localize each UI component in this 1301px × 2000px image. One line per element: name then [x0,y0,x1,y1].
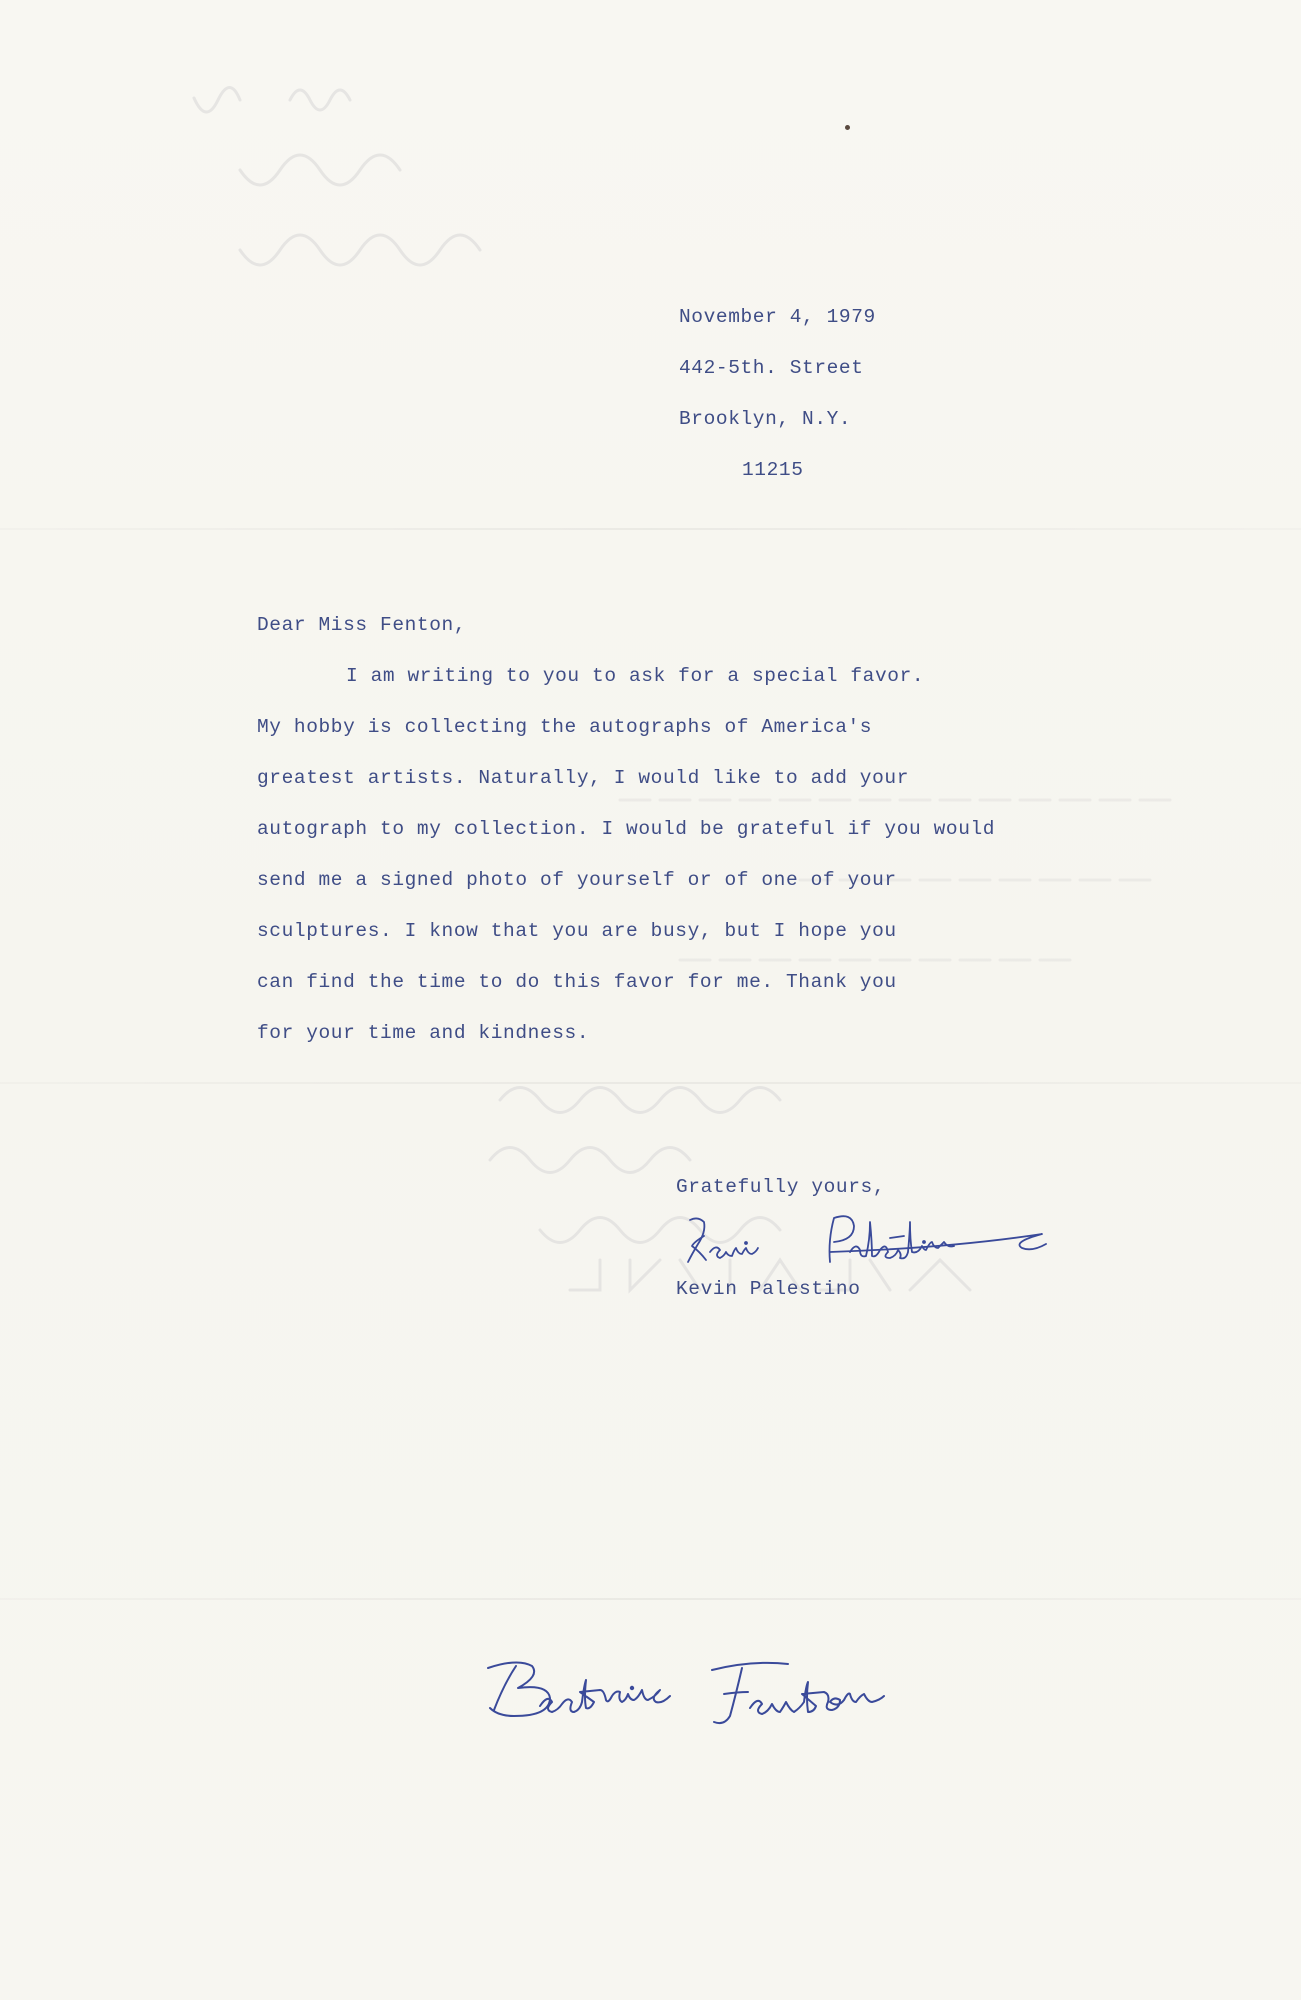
body-line: My hobby is collecting the autographs of America's [257,716,873,738]
address-city: Brooklyn, N.Y. [679,408,852,430]
sender-signature [680,1212,1060,1272]
paper-speck [845,125,850,130]
body-line: I am writing to you to ask for a special favor. [346,665,925,687]
recipient-signature [480,1650,1000,1760]
closing: Gratefully yours, [676,1176,886,1198]
fold-line-bottom [0,1598,1301,1600]
body-line: greatest artists. Naturally, I would like to add your [257,767,910,789]
sender-signature-drawing [680,1212,1060,1272]
body-line: autograph to my collection. I would be grateful if you would [257,818,996,840]
letter-date: November 4, 1979 [679,306,876,328]
body-line: can find the time to do this favor for me. Thank you [257,971,897,993]
recipient-signature-drawing [480,1650,1000,1760]
address-zip: 11215 [742,459,804,481]
typed-name: Kevin Palestino [676,1278,861,1300]
fold-line-top [0,528,1301,530]
body-line: sculptures. I know that you are busy, but I hope you [257,920,897,942]
body-line: for your time and kindness. [257,1022,590,1044]
body-line: send me a signed photo of yourself or of one of your [257,869,897,891]
salutation: Dear Miss Fenton, [257,614,467,636]
address-street: 442-5th. Street [679,357,864,379]
bleed-through-top-strokes [60,60,700,300]
bleed-through-top [60,60,700,300]
